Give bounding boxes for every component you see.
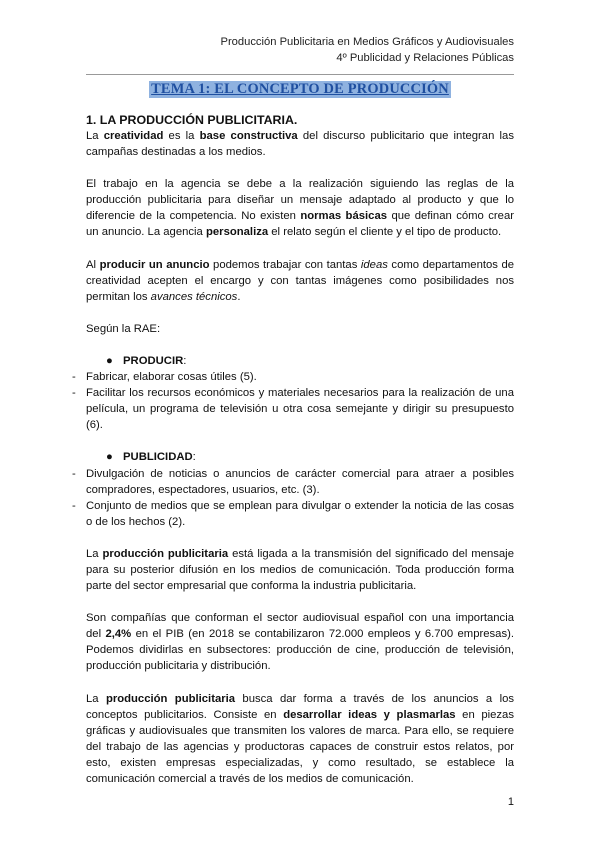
bold-text: producción publicitaria — [105, 692, 236, 705]
definition-text: Facilitar los recursos económicos y materiales necesarios para la realización de una película, un programa de televisión u otra cosa semejante y dirigir su presupuesto (6). — [86, 387, 514, 432]
term-label: PUBLICIDAD — [123, 451, 193, 464]
paragraph-creatividad — [86, 128, 514, 160]
paragraph-forma-anuncios — [86, 691, 514, 788]
bold-text: personaliza — [205, 226, 269, 239]
term-colon: : — [183, 354, 187, 367]
text: del discurso publicitario que integran las campañas destinadas a los medios. — [86, 130, 514, 159]
text: está ligada a la transmisión del significado del mensaje para su posterior difusión en los medios de comunicación. Toda producción forma parte del sector empresarial que conforma la industria publicitaria. — [86, 547, 514, 593]
header-divider — [86, 74, 514, 75]
text: La — [86, 692, 106, 705]
paragraph-produccion-publicitaria — [86, 546, 514, 594]
list-item — [72, 369, 514, 385]
page-number: 1 — [507, 796, 514, 808]
bold-text: producción publicitaria — [102, 547, 229, 560]
list-item — [72, 498, 514, 530]
spacer — [86, 337, 514, 353]
term-label: PRODUCIR — [123, 354, 184, 367]
spacer — [86, 160, 514, 176]
bold-text: desarrollar ideas y plasmarlas — [283, 708, 456, 721]
header-degree: 4º Publicidad y Relaciones Públicas — [336, 52, 514, 64]
spacer — [86, 305, 514, 321]
bullet-icon: ● — [106, 451, 113, 464]
text: La — [86, 130, 104, 142]
bullet-icon: ● — [106, 354, 113, 367]
text: en piezas gráficas y audiovisuales que transmiten los valores de marca. Para ello, se requiere del trabajo de las agencias y productoras capaces de construir estos relatos, por esto, existen empresas especializadas, y como resultado, se establece la comunicación comercial a través de los medios de comunicación. — [86, 708, 514, 785]
bold-text: normas básicas — [300, 210, 388, 223]
text: La — [86, 547, 103, 560]
term-colon: : — [192, 451, 196, 464]
dash-icon: - — [72, 467, 76, 480]
spacer — [86, 675, 514, 691]
section-title: 1. LA PRODUCCIÓN PUBLICITARIA. — [86, 113, 298, 127]
italic-text: avances técnicos — [150, 290, 238, 303]
spacer — [86, 594, 514, 610]
page-title: TEMA 1: EL CONCEPTO DE PRODUCCIÓN — [151, 81, 449, 97]
paragraph-producir-anuncio — [86, 257, 514, 305]
paragraph-sector-audiovisual — [86, 610, 514, 674]
bold-text: 2,4% — [105, 628, 132, 641]
text: es la — [163, 130, 200, 142]
definition-producir — [106, 353, 514, 369]
text: podemos trabajar con tantas — [209, 258, 361, 271]
title-wrap — [0, 80, 600, 98]
header-course: Producción Publicitaria en Medios Gráficos y Audiovisuales — [220, 36, 514, 48]
text: . — [237, 290, 241, 303]
bold-text: creatividad — [103, 130, 164, 142]
document-body — [72, 112, 515, 787]
text: El trabajo en la agencia se debe a la realización siguiendo las reglas de la producción publicitaria para diseñar un mensaje adaptado al producto y que lo diferencie de la competencia. No existen — [86, 178, 514, 223]
rae-intro: Según la RAE: — [86, 322, 161, 335]
page-header — [220, 34, 514, 66]
dash-icon: - — [72, 387, 76, 400]
spacer — [86, 433, 514, 449]
text: Al — [86, 258, 100, 271]
text: busca dar forma a través de los anuncios a los conceptos publicitarios. Consiste en — [86, 692, 515, 721]
bold-text: base constructiva — [199, 130, 298, 142]
definition-text: Conjunto de medios que se emplean para divulgar o extender la noticia de las cosas o de los hechos (2). — [86, 499, 514, 528]
bold-text: producir un anuncio — [99, 258, 210, 271]
italic-text: ideas — [360, 258, 388, 271]
text: Son compañías que conforman el sector audiovisual español con una importancia del — [86, 612, 514, 641]
text: el relato según el cliente y el tipo de producto. — [268, 226, 502, 239]
text: como departamentos de creatividad acepten el encargo y con tantas imágenes como posibilidades nos permitan los — [86, 258, 515, 303]
definition-publicidad — [106, 449, 514, 465]
spacer — [86, 530, 514, 546]
list-item — [72, 385, 514, 433]
definition-text: Fabricar, elaborar cosas útiles (5). — [86, 371, 257, 384]
dash-icon: - — [72, 371, 76, 384]
paragraph-agencia — [86, 176, 514, 240]
text: en el PIB (en 2018 se contabilizaron 72.000 empleos y 6.700 empresas). Podemos dividirlas en subsectores: producción de cine, producción de televisión, producción publicitaria y distribución. — [86, 628, 514, 673]
spacer — [86, 241, 514, 257]
dash-icon: - — [72, 499, 76, 512]
definition-text: Divulgación de noticias o anuncios de carácter comercial para atraer a posibles compradores, espectadores, usuarios, etc. (3). — [86, 467, 514, 496]
text: que definan cómo crear un anuncio. La agencia — [86, 210, 514, 239]
list-item — [72, 466, 514, 498]
